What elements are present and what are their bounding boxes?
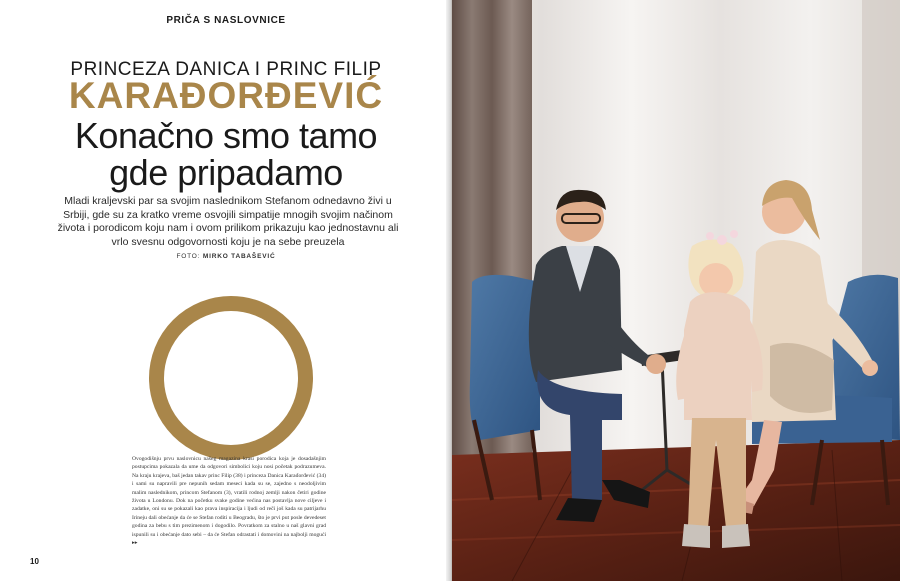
photo-credit-name: MIRKO TABAŠEVIĆ [202, 253, 276, 260]
photo-credit-label: FOTO: [176, 253, 201, 260]
drop-cap-o-icon [149, 296, 313, 460]
family-photo [452, 0, 900, 581]
headline-line-2: gde pripadamo [109, 152, 343, 193]
headline [0, 117, 452, 191]
lead-paragraph: Mladi kraljevski par sa svojim naslednikom Stefanom odnedavno živi u Srbiji, gde su za kratko vreme osvojili simpatije mnogih svojim načinom života i porodicom koju nam i ovom prilikom prikazuju kao jednostavnu ali vrlo svesnu odgovornosti koju je na sebe preuzela [57, 195, 399, 248]
right-page [452, 0, 900, 581]
surname-title: KARAĐORĐEVIĆ [68, 75, 384, 116]
end-mark-icon: ▸▸ [132, 540, 138, 547]
body-text [132, 455, 326, 547]
body-paragraph: Ovogodišnju prvu naslovnicu našeg magazina krasi porodica koja je dosadašnjim postupcima pokazala da ume da odgovori simbolici koju nosi početak podrazumeva. Na kraju krajeva, baš jedan takav princ Filip (38) i princeza Danica Karađorđević (34) i sami su napravili pre nepunih sedam meseci kada su se, zajedno s neodoljivim malim naslednikom, princom Stefanom (3), vratili rodnoj zemlji nakon četiri godine života u Londonu. Dok na početku svake godine većina nas postavlja nove ciljeve i zadatke, oni su se pokazali kao prava inspiracija i ljudi od reči još kada su patrijarhu Irineju dali obećanje da će se Stefan roditi u Beogradu, što je prvi put posle devedeset godina za bebu s tim prezimenom i dogodilo. Povratkom za stalno u naš glavni grad ispunili su i obećanje dato sebi – da će Stefan odrastati i domovini na najbolji mogući [132, 456, 326, 538]
photo-credit [0, 253, 452, 260]
kicker-names: PRINCEZA DANICA I PRINC FILIP [70, 59, 382, 80]
page-number: 10 [30, 557, 39, 566]
headline-line-1: Konačno smo tamo [74, 115, 378, 156]
section-label: PRIČA S NASLOVNICE [166, 15, 286, 26]
